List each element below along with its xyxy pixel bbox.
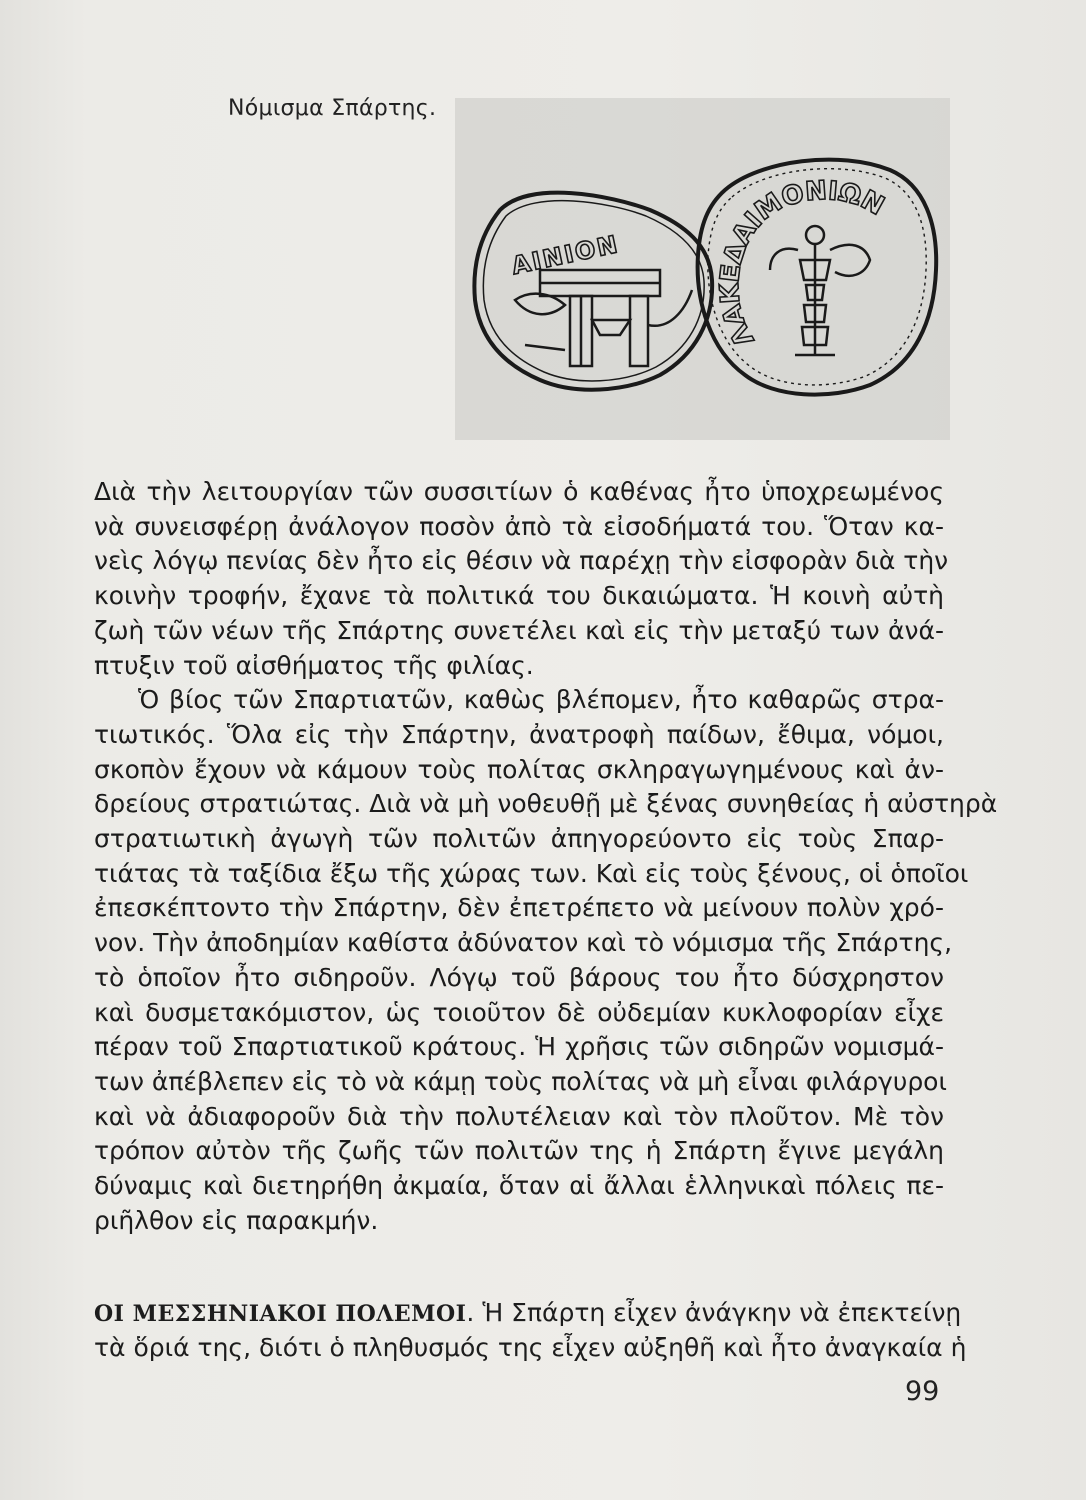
coin-right xyxy=(698,160,937,395)
text-line: σκοπὸν ἔχουν νὰ κάμουν τοὺς πολίτας σκληραγωγημένους καὶ ἀν- xyxy=(94,754,944,784)
section-first-line-text: . Ἡ Σπάρτη εἶχεν ἀνάγκην νὰ ἐπεκτείνῃ xyxy=(466,1298,962,1327)
page-number: 99 xyxy=(905,1376,940,1407)
text-line: καὶ δυσμετακόμιστον, ὡς τοιοῦτον δὲ οὐδεμίαν κυκλοφορίαν εἶχε xyxy=(94,997,944,1027)
section-second-line: τὰ ὅριά της, διότι ὁ πληθυσμός της εἶχεν αὐξηθῆ καὶ ἦτο ἀναγκαία ἡ xyxy=(94,1333,967,1362)
text-line: τιωτικός. Ὅλα εἰς τὴν Σπάρτην, ἀνατροφὴ παίδων, ἔθιμα, νόμοι, xyxy=(94,719,944,749)
main-text xyxy=(94,475,998,1238)
figure-caption: Νόμισμα Σπάρτης. xyxy=(228,96,437,121)
text-line: ριῆλθον εἰς παρακμήν. xyxy=(94,1205,379,1235)
text-line: Ὁ βίος τῶν Σπαρτιατῶν, καθὼς βλέπομεν, ἦτο καθαρῶς στρα- xyxy=(138,685,944,715)
text-line: νεὶς λόγῳ πενίας δὲν ἦτο εἰς θέσιν νὰ παρέχῃ τὴν εἰσφορὰν διὰ τὴν xyxy=(94,546,949,576)
section-heading: ΟΙ ΜΕΣΣΗΝΙΑΚΟΙ ΠΟΛΕΜΟΙ xyxy=(94,1301,467,1327)
text-line: Διὰ τὴν λειτουργίαν τῶν συσσιτίων ὁ καθένας ἦτο ὑποχρεωμένος xyxy=(94,477,944,506)
text-line: των ἀπέβλεπεν εἰς τὸ νὰ κάμῃ τοὺς πολίτας νὰ μὴ εἶναι φιλάργυροι xyxy=(94,1066,947,1096)
text-line: ἐπεσκέπτοντο τὴν Σπάρτην, δὲν ἐπετρέπετο νὰ μείνουν πολὺν χρό- xyxy=(94,893,944,923)
text-line: τιάτας τὰ ταξίδια ἔξω τῆς χώρας των. Καὶ εἰς τοὺς ξένους, οἱ ὁποῖοι xyxy=(94,858,969,888)
text-line: κοινὴν τροφήν, ἔχανε τὰ πολιτικά του δικαιώματα. Ἡ κοινὴ αὐτὴ xyxy=(94,581,944,611)
text-line: πέραν τοῦ Σπαρτιατικοῦ κράτους. Ἡ χρῆσις τῶν σιδηρῶν νομισμά- xyxy=(94,1032,944,1062)
coin-left xyxy=(474,193,712,390)
spartan-coin-illustration xyxy=(470,150,940,400)
coin-right-inscription: ΛΑΚΕΔΑΙΜΟΝΙΩΝ xyxy=(714,175,890,352)
text-line: καὶ νὰ ἀδιαφοροῦν διὰ τὴν πολυτέλειαν καὶ τὸν πλοῦτον. Μὲ τὸν xyxy=(94,1101,944,1131)
text-line: τὸ ὁποῖον ἦτο σιδηροῦν. Λόγῳ τοῦ βάρους του ἦτο δύσχρηστον xyxy=(94,962,944,992)
text-line: πτυξιν τοῦ αἰσθήματος τῆς φιλίας. xyxy=(94,650,534,680)
text-line: στρατιωτικὴ ἀγωγὴ τῶν πολιτῶν ἀπηγορεύοντο εἰς τοὺς Σπαρ- xyxy=(94,824,944,854)
text-line: δύναμις καὶ διετηρήθη ἀκμαία, ὅταν αἱ ἄλλαι ἑλληνικαὶ πόλεις πε- xyxy=(94,1171,944,1201)
text-line: δρείους στρατιώτας. Διὰ νὰ μὴ νοθευθῇ μὲ ξένας συνηθείας ἡ αὐστηρὰ xyxy=(94,789,998,819)
coin-left-inscription: ΑΙΝΙΟΝ xyxy=(509,230,622,281)
text-line: ζωὴ τῶν νέων τῆς Σπάρτης συνετέλει καὶ εἰς τὴν μεταξύ των ἀνά- xyxy=(94,615,944,645)
text-line: νὰ συνεισφέρῃ ἀνάλογον ποσὸν ἀπὸ τὰ εἰσοδήματά του. Ὅταν κα- xyxy=(94,511,944,541)
text-line: νον. Τὴν ἀποδημίαν καθίστα ἀδύνατον καὶ τὸ νόμισμα τῆς Σπάρτης, xyxy=(94,928,953,958)
text-line: τρόπον αὐτὸν τῆς ζωῆς τῶν πολιτῶν της ἡ Σπάρτη ἔγινε μεγάλη xyxy=(94,1136,944,1166)
section-first-line xyxy=(94,1296,962,1332)
